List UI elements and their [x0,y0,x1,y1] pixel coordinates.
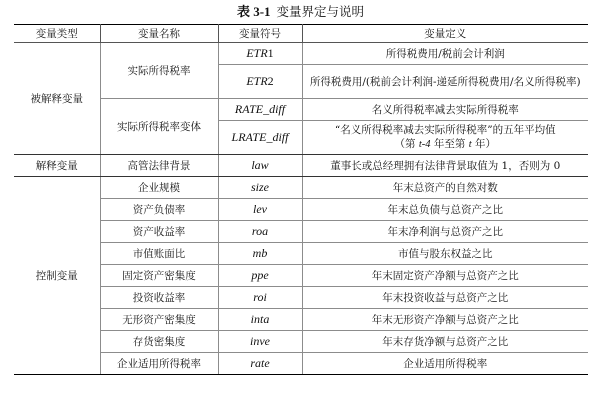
symbol-mb-text: mb [252,246,268,260]
table-row [14,99,588,121]
group-explained: 被解释变量 [14,43,100,155]
definition-rate: 企业适用所得税率 [302,353,588,375]
variable-name-rate: 企业适用所得税率 [100,353,218,375]
symbol-lev-text: lev [253,202,267,216]
definition-lev: 年末总负债与总资产之比 [302,199,588,221]
table-row [14,221,588,243]
table-row [14,243,588,265]
definition-lrate-diff [302,121,588,155]
table-row [14,43,588,65]
definition-etr1: 所得税费用/税前会计利润 [302,43,588,65]
symbol-rate-diff-text: RATE_diff [234,102,286,116]
symbol-law [218,155,302,177]
symbol-etr1 [218,43,302,65]
header-variable-name: 变量名称 [100,25,218,43]
symbol-etr1-index: 1 [267,46,274,60]
table-row [14,177,588,199]
symbol-lrate-diff [218,121,302,155]
variable-name-etr: 实际所得税率 [100,43,218,99]
definition-inta: 年末无形资产净额与总资产之比 [302,309,588,331]
variable-name-roi: 投资收益率 [100,287,218,309]
variable-name-inta: 无形资产密集度 [100,309,218,331]
definition-mb: 市值与股东权益之比 [302,243,588,265]
symbol-inta-text: inta [250,312,270,326]
definition-lrate-diff-line1: “名义所得税率减去实际所得税率”的五年平均值 [334,124,556,136]
symbol-inve [218,331,302,353]
table-row [14,353,588,375]
symbol-inve-text: inve [250,334,270,348]
symbol-ppe-text: ppe [251,268,269,282]
definition-etr2-text: 所得税费用/(税前会计利润-递延所得税费用/名义所得税率) [309,75,581,88]
variables-table [14,24,588,375]
symbol-etr2 [218,65,302,99]
definition-etr2 [302,65,588,99]
definition-size: 年末总资产的自然对数 [302,177,588,199]
header-variable-symbol: 变量符号 [218,25,302,43]
symbol-rate [218,353,302,375]
symbol-lev [218,199,302,221]
definition-rate-diff: 名义所得税率减去实际所得税率 [302,99,588,121]
definition-lrate-diff-part: t-4 [418,139,431,150]
variable-name-law: 高管法律背景 [100,155,218,177]
definition-lrate-diff-part: 年至第 [430,138,469,150]
symbol-size [218,177,302,199]
symbol-etr2-base: ETR [246,74,268,88]
symbol-roa [218,221,302,243]
definition-inve: 年末存货净额与总资产之比 [302,331,588,353]
group-control: 控制变量 [14,177,100,375]
table-row [14,155,588,177]
symbol-ppe [218,265,302,287]
symbol-etr1-base: ETR [246,46,268,60]
symbol-roa-text: roa [251,224,269,238]
header-row [14,25,588,43]
symbol-roi [218,287,302,309]
symbol-size-text: size [251,180,269,194]
symbol-inta [218,309,302,331]
definition-roi: 年末投资收益与总资产之比 [302,287,588,309]
variable-name-mb: 市值账面比 [100,243,218,265]
definition-roa: 年末净利润与总资产之比 [302,221,588,243]
header-variable-type: 变量类型 [14,25,100,43]
table-number: 表 3-1 [236,4,271,19]
variable-name-rate-variant: 实际所得税率变体 [100,99,218,155]
symbol-mb [218,243,302,265]
table-caption [0,4,601,20]
symbol-lrate-diff-text: LRATE_diff [231,130,289,144]
table-title: 变量界定与说明 [276,4,365,19]
table-row [14,331,588,353]
table-row [14,199,588,221]
definition-lrate-diff-part: t [468,139,472,150]
symbol-etr2-index: 2 [267,74,274,88]
header-variable-definition: 变量定义 [302,25,588,43]
definition-lrate-diff-line2 [307,137,585,152]
variable-name-inve: 存货密集度 [100,331,218,353]
variable-name-ppe: 固定资产密集度 [100,265,218,287]
table-row [14,309,588,331]
definition-ppe: 年末固定资产净额与总资产之比 [302,265,588,287]
variable-name-roa: 资产收益率 [100,221,218,243]
variable-name-size: 企业规模 [100,177,218,199]
group-explanatory: 解释变量 [14,155,100,177]
symbol-rate-diff [218,99,302,121]
symbol-roi-text: roi [253,290,267,304]
table-row [14,265,588,287]
variable-name-lev: 资产负债率 [100,199,218,221]
definition-lrate-diff-part: （第 [394,138,419,150]
definition-lrate-diff-part: 年） [471,138,496,150]
symbol-law-text: law [251,158,269,172]
symbol-rate-text: rate [250,356,270,370]
table-row [14,287,588,309]
definition-law: 董事长或总经理拥有法律背景取值为 1，否则为 0 [302,155,588,177]
